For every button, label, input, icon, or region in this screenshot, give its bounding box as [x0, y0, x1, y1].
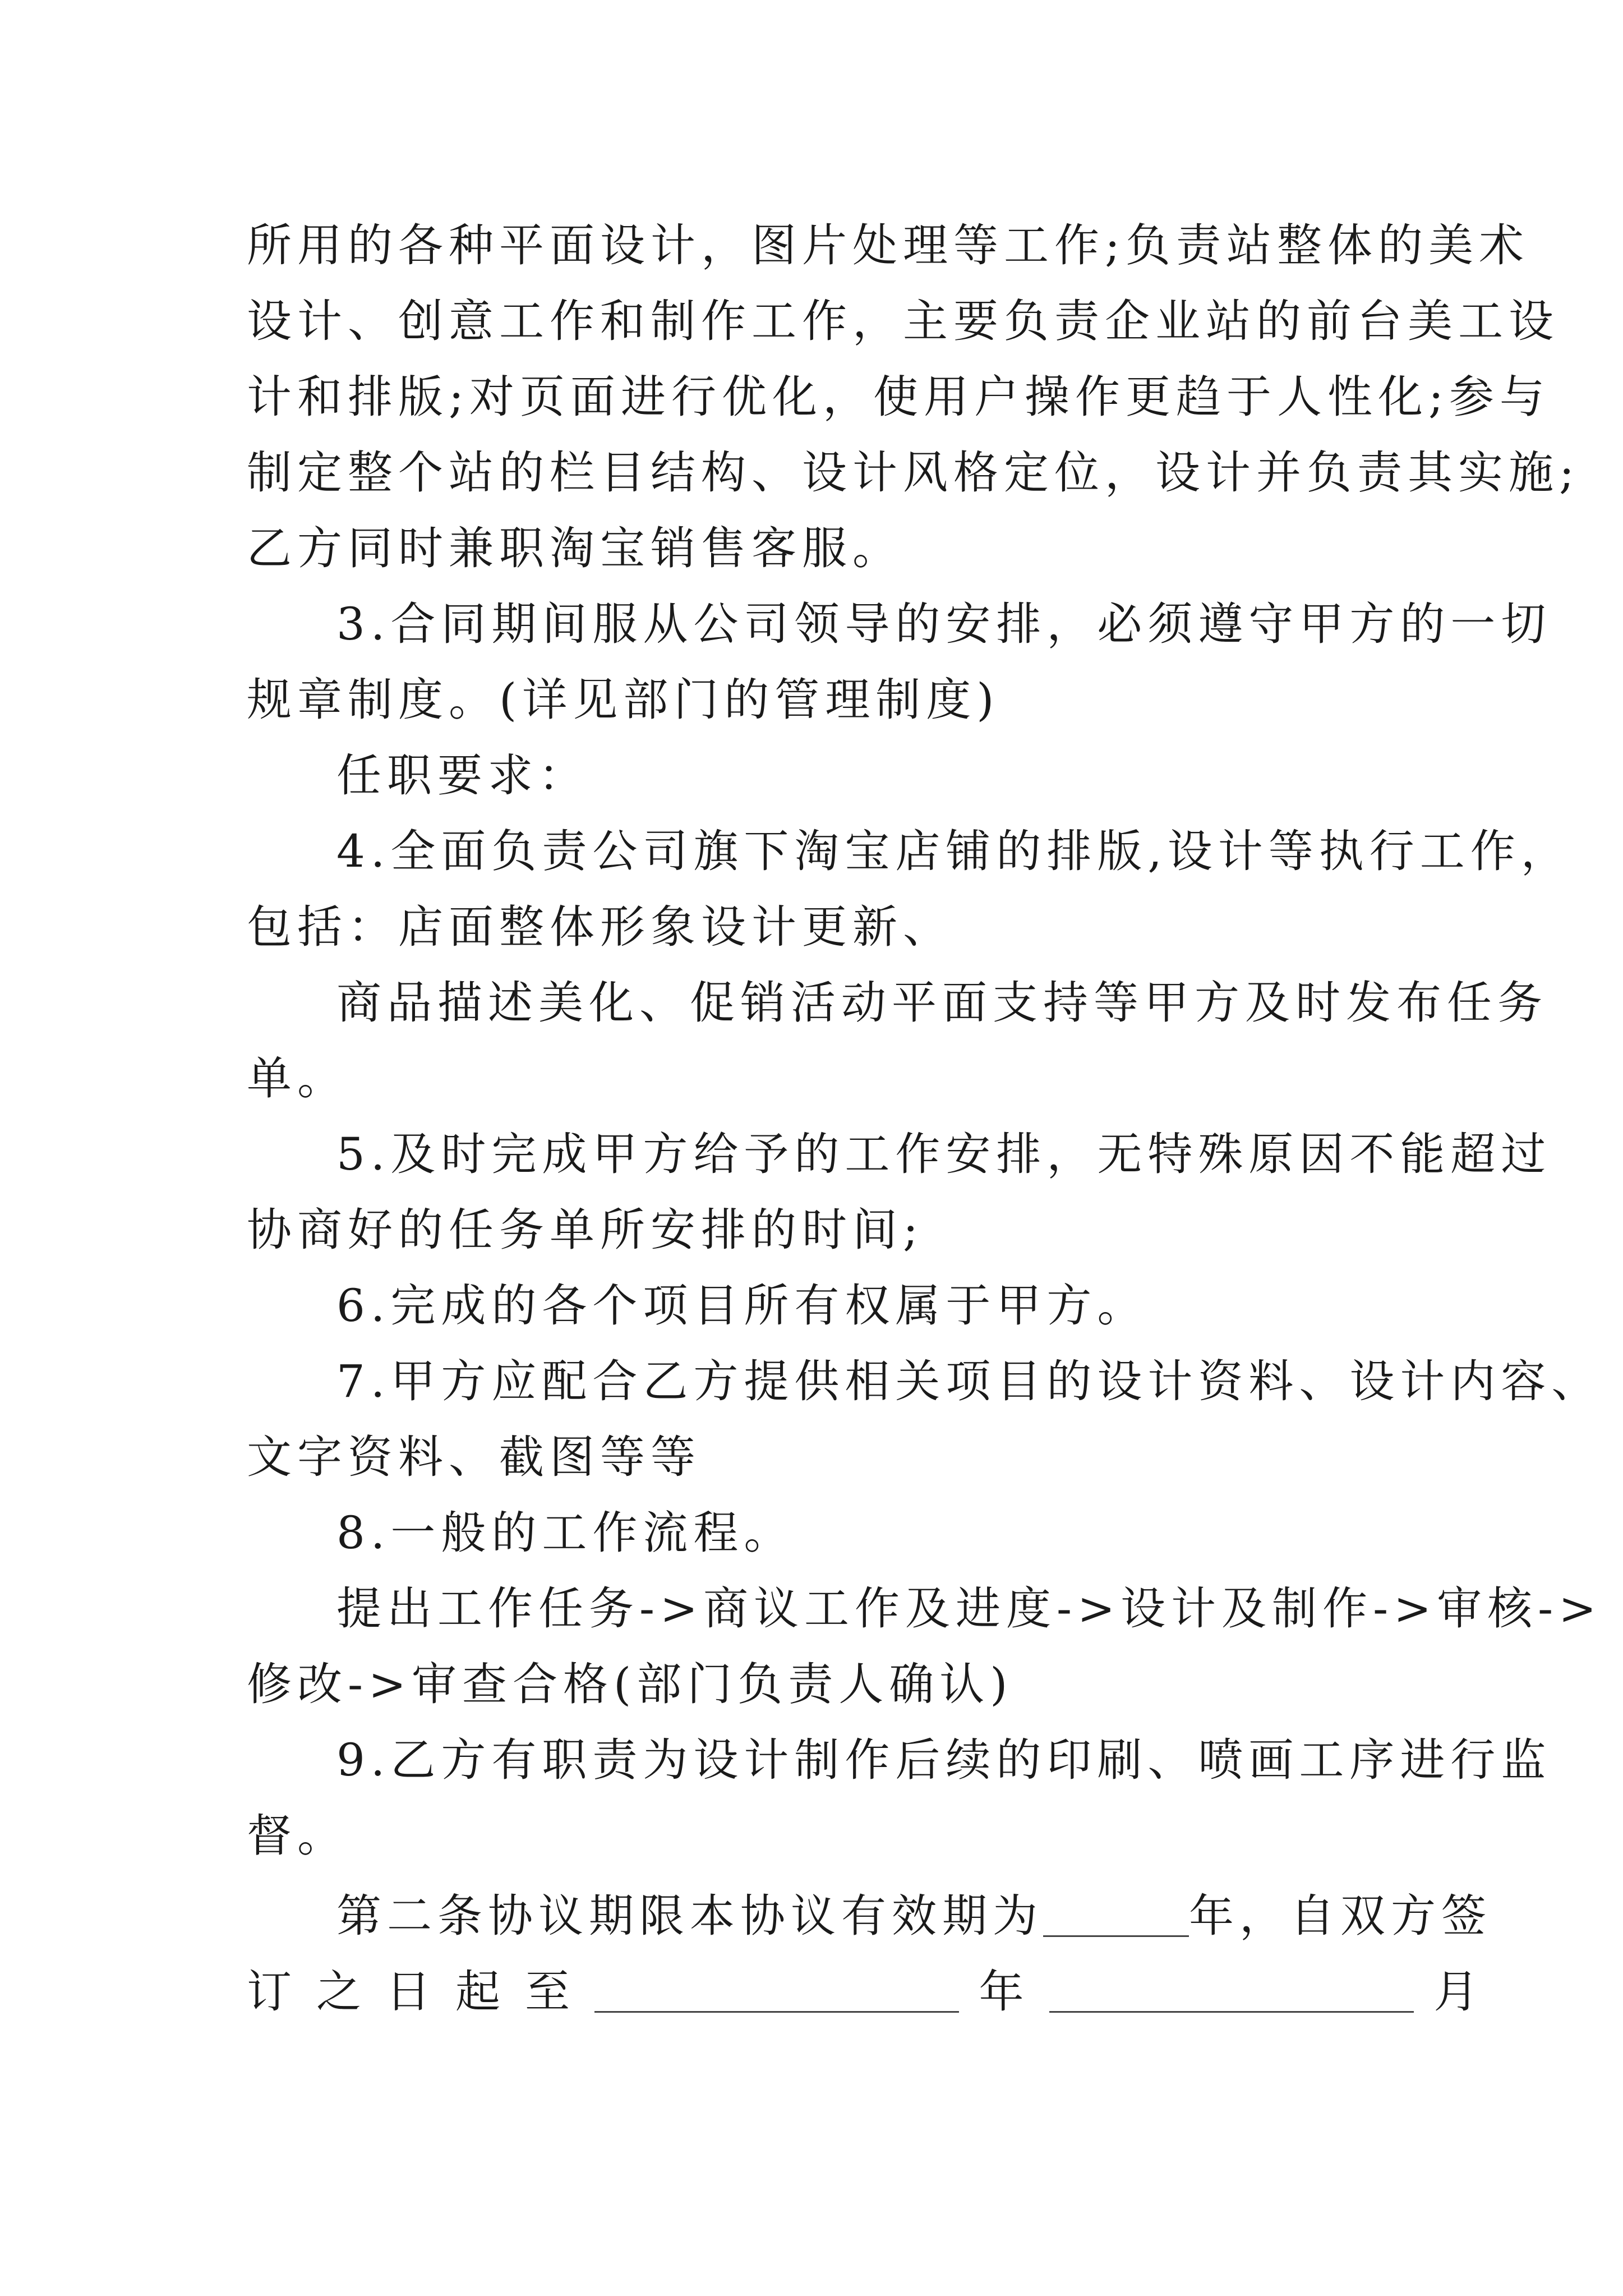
text-line: 包括：店面整体形象设计更新、: [247, 901, 953, 953]
text-line: 乙方同时兼职淘宝销售客服。: [247, 522, 903, 574]
text-line: 修改->审查合格(部门负责人确认): [247, 1658, 1013, 1710]
text-line: 计和排版;对页面进行优化，使用户操作更趋于人性化;参与: [247, 371, 1550, 423]
clause-6-line: 6.完成的各个项目所有权属于甲方。: [336, 1280, 1148, 1332]
clause-7-line: 7.甲方应配合乙方提供相关项目的设计资料、设计内容、: [336, 1355, 1602, 1407]
clause-3-line: 3.合同期间服从公司领导的安排，必须遵守甲方的一切: [336, 598, 1552, 650]
document-body: [247, 208, 1602, 2030]
text-line: 制定整个站的栏目结构、设计风格定位，设计并负责其实施;: [247, 447, 1580, 499]
article-2-text-e: 月: [1433, 1966, 1484, 2018]
text-line: 协商好的任务单所安排的时间;: [247, 1204, 924, 1256]
text-line: 所用的各种平面设计，图片处理等工作;负责站整体的美术: [247, 219, 1529, 272]
clause-5-line: 5.及时完成甲方给予的工作安排，无特殊原因不能超过: [336, 1128, 1552, 1180]
article-2-text: 第二条协议期限本协议有效期为: [336, 1890, 1043, 1942]
clause-9-line: 9.乙方有职责为设计制作后续的印刷、喷画工序进行监: [336, 1734, 1552, 1786]
term-years-blank[interactable]: [1043, 1890, 1189, 1937]
article-2-line: [247, 1878, 1492, 1954]
article-2-line-2: [247, 1954, 1484, 2030]
text-line: 商品描述美化、促销活动平面支持等甲方及时发布任务: [336, 977, 1548, 1029]
text-line: 督。: [247, 1810, 348, 1862]
article-2-text-c: 订之日起至: [247, 1966, 594, 2018]
article-2-text-d: 年: [979, 1966, 1030, 2018]
end-year-blank[interactable]: [594, 1966, 959, 2013]
clause-4-line: 4.全面负责公司旗下淘宝店铺的排版,设计等执行工作，: [336, 825, 1571, 877]
end-month-blank[interactable]: [1049, 1966, 1414, 2013]
article-2-text-b: 年，自双方签: [1189, 1890, 1492, 1942]
text-line: 文字资料、截图等等: [247, 1431, 701, 1483]
text-line: 单。: [247, 1052, 348, 1105]
workflow-line: 提出工作任务->商议工作及进度->设计及制作->审核->: [336, 1582, 1602, 1635]
text-line: 设计、创意工作和制作工作，主要负责企业站的前台美工设: [247, 295, 1559, 347]
text-line: 规章制度。(详见部门的管理制度): [247, 674, 1000, 726]
requirements-heading: 任职要求：: [336, 749, 589, 802]
clause-8-line: 8.一般的工作流程。: [336, 1507, 795, 1559]
